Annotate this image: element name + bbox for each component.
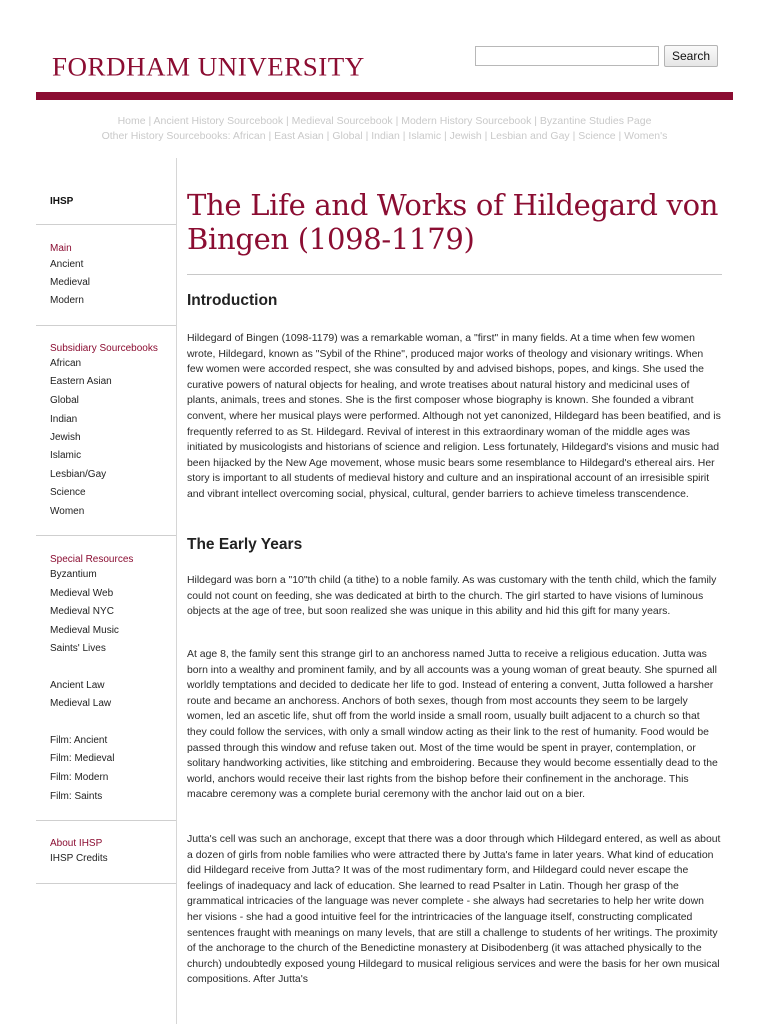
sidebar-item-film-modern[interactable]: Film: Modern [50, 772, 109, 783]
sidebar-item-global[interactable]: Global [50, 395, 79, 406]
header-divider-bar [36, 92, 733, 100]
sidebar-heading-about[interactable]: About IHSP [50, 838, 103, 849]
paragraph-early-years-1: Hildegard was born a "10"th child (a tithe) to a noble family. As was customary with the tenth child, which the family could not count on feeding, she was dedicated at birth to the church. The girl started to have visions of luminous objects at the age of tree, but soon realized she was unique in this ability and hid this gift for many years. [187, 575, 717, 618]
sidebar-item-ihsp[interactable]: IHSP [50, 196, 74, 207]
sidebar-item-islamic[interactable]: Islamic [50, 450, 82, 461]
sidebar-item-saints-lives[interactable]: Saints' Lives [50, 643, 106, 654]
sidebar-heading-special[interactable]: Special Resources [50, 554, 134, 565]
sidebar-item-science[interactable]: Science [50, 487, 86, 498]
sidebar-item-lesbian-gay[interactable]: Lesbian/Gay [50, 469, 107, 480]
sidebar-item-ancient[interactable]: Ancient [50, 259, 84, 270]
title-divider [187, 274, 722, 275]
sidebar-item-medieval[interactable]: Medieval [50, 277, 91, 288]
section-heading-early-years: The Early Years [187, 536, 303, 553]
topnav-line-other-sourcebooks[interactable]: Other History Sourcebooks: African | East Asian | Global | Indian | Islamic | Jewish | Lesbian and Gay | Science | Women's [101, 130, 668, 142]
paragraph-early-years-3: Jutta's cell was such an anchorage, except that there was a door through which Hildegard entered, as well as about a dozen of girls from noble families who were attracted there by Jutta's fame in later years. What kind of education did Hildegard receive from Jutta? It was of the most rudimentary form, and Hildegard could never escape the feelings of inadequacy and lack of education. She learned to read Psalter in Latin. Though her grasp of the grammatical intricacies of the language was never complete - she always had secretaries to help her write down her visions - she had a good intuitive feel for the intrintricacies of the language itself, constructing complicated sentences fraught with meanings on many levels, that are still a challenge to students of her writings. The proximity of the anchorage to the church of the Benedictine monastery at Disibodenberg (it was attached physically to the church) undoubtedly exposed young Hildegard to musical religious services and were the basis for her own musical compositions. After Jutta's [187, 834, 721, 986]
sidebar-item-women[interactable]: Women [50, 506, 85, 517]
sidebar-item-film-saints[interactable]: Film: Saints [50, 791, 103, 802]
sidebar-divider [36, 224, 176, 225]
sidebar-item-medieval-music[interactable]: Medieval Music [50, 625, 119, 636]
paragraph-introduction: Hildegard of Bingen (1098-1179) was a remarkable woman, a "first" in many fields. At a time when few women wrote, Hildegard, known as "Sybil of the Rhine", produced major works of theology and visionary writings. When few women were accorded respect, she was consulted by and advised bishops, popes, and kings. She used the curative powers of natural objects for healing, and wrote treatises about natural history and medicinal uses of plants, animals, trees and stones. She is the first composer whose biography is known. She founded a vibrant convent, where her musical plays were performed. Although not yet canonized, Hildegard has been beatified, and is frequently referred to as St. Hildegard. Revival of interest in this extraordinary woman of the middle ages was initiated by musicologists and historians of science and religion. Less fortunately, Hildegard's visions and music had been hijacked by the New Age movement, whose music bears some resemblance to Hildegard's ethereal airs. Her story is important to all students of medieval history and culture and an inspirational account of an irresisible spirit and vibrant intellect overcoming social, physical, cultural, gender barriers to achieve timeless transcendence. [187, 333, 721, 500]
sidebar-item-film-medieval[interactable]: Film: Medieval [50, 753, 115, 764]
page-title: The Life and Works of Hildegard von Bingen (1098-1179) [187, 188, 719, 256]
sidebar-heading-subsidiary[interactable]: Subsidiary Sourcebooks [50, 343, 158, 354]
sidebar-item-ancient-law[interactable]: Ancient Law [50, 680, 105, 691]
site-header [0, 0, 768, 92]
sidebar-item-african[interactable]: African [50, 358, 82, 369]
sidebar-item-modern[interactable]: Modern [50, 295, 84, 306]
sidebar-divider [36, 883, 176, 884]
sidebar-item-medieval-law[interactable]: Medieval Law [50, 698, 112, 709]
search-input[interactable] [475, 46, 659, 66]
university-logo[interactable]: FORDHAM UNIVERSITY [52, 52, 365, 82]
sidebar [36, 158, 177, 1024]
paragraph-early-years-2: At age 8, the family sent this strange girl to an anchoress named Jutta to receive a religious education. Jutta was born into a wealthy and prominent family, and by all accounts was a young woman of great beauty. She spurned all worldly temptations and decided to dedicate her life to god. Instead of entering a convent, Jutta followed a harsher route and became an anchoress. Anchors of both sexes, though from most accounts they seem to be largely women, led an ascetic life, shut off from the world inside a small room, usually built adjacent to a church so that they could follow the services, with only a small window acting as their link to the rest of humanity. Food would be passed through this window and refuse taken out. Most of the time would be spent in prayer, contemplation, or solitary handworking activities, like stitching and embroidering. Because they would become essentially dead to the world, anchors would receive their last rights from the bishop before their confinement in the anchorage. This macabre ceremony was a complete burial ceremony with the anchor laid out on a bier. [187, 649, 718, 801]
sidebar-divider [36, 325, 176, 326]
sidebar-item-jewish[interactable]: Jewish [50, 432, 81, 443]
sidebar-item-indian[interactable]: Indian [50, 414, 78, 425]
sidebar-divider [36, 820, 176, 821]
sidebar-heading-main[interactable]: Main [50, 243, 72, 254]
sidebar-item-film-ancient[interactable]: Film: Ancient [50, 735, 108, 746]
section-heading-introduction: Introduction [187, 292, 278, 309]
sidebar-item-byzantium[interactable]: Byzantium [50, 569, 97, 580]
topnav-line-sourcebooks[interactable]: Home | Ancient History Sourcebook | Medieval Sourcebook | Modern History Sourcebook | Byzantine Studies Page [117, 115, 652, 127]
sidebar-item-ihsp-credits[interactable]: IHSP Credits [50, 853, 108, 864]
sidebar-item-medieval-nyc[interactable]: Medieval NYC [50, 606, 114, 617]
sidebar-item-eastern-asian[interactable]: Eastern Asian [50, 376, 112, 387]
sidebar-item-medieval-web[interactable]: Medieval Web [50, 588, 114, 599]
sidebar-divider [36, 535, 176, 536]
search-button[interactable]: Search [664, 45, 718, 67]
top-navigation [36, 114, 733, 144]
